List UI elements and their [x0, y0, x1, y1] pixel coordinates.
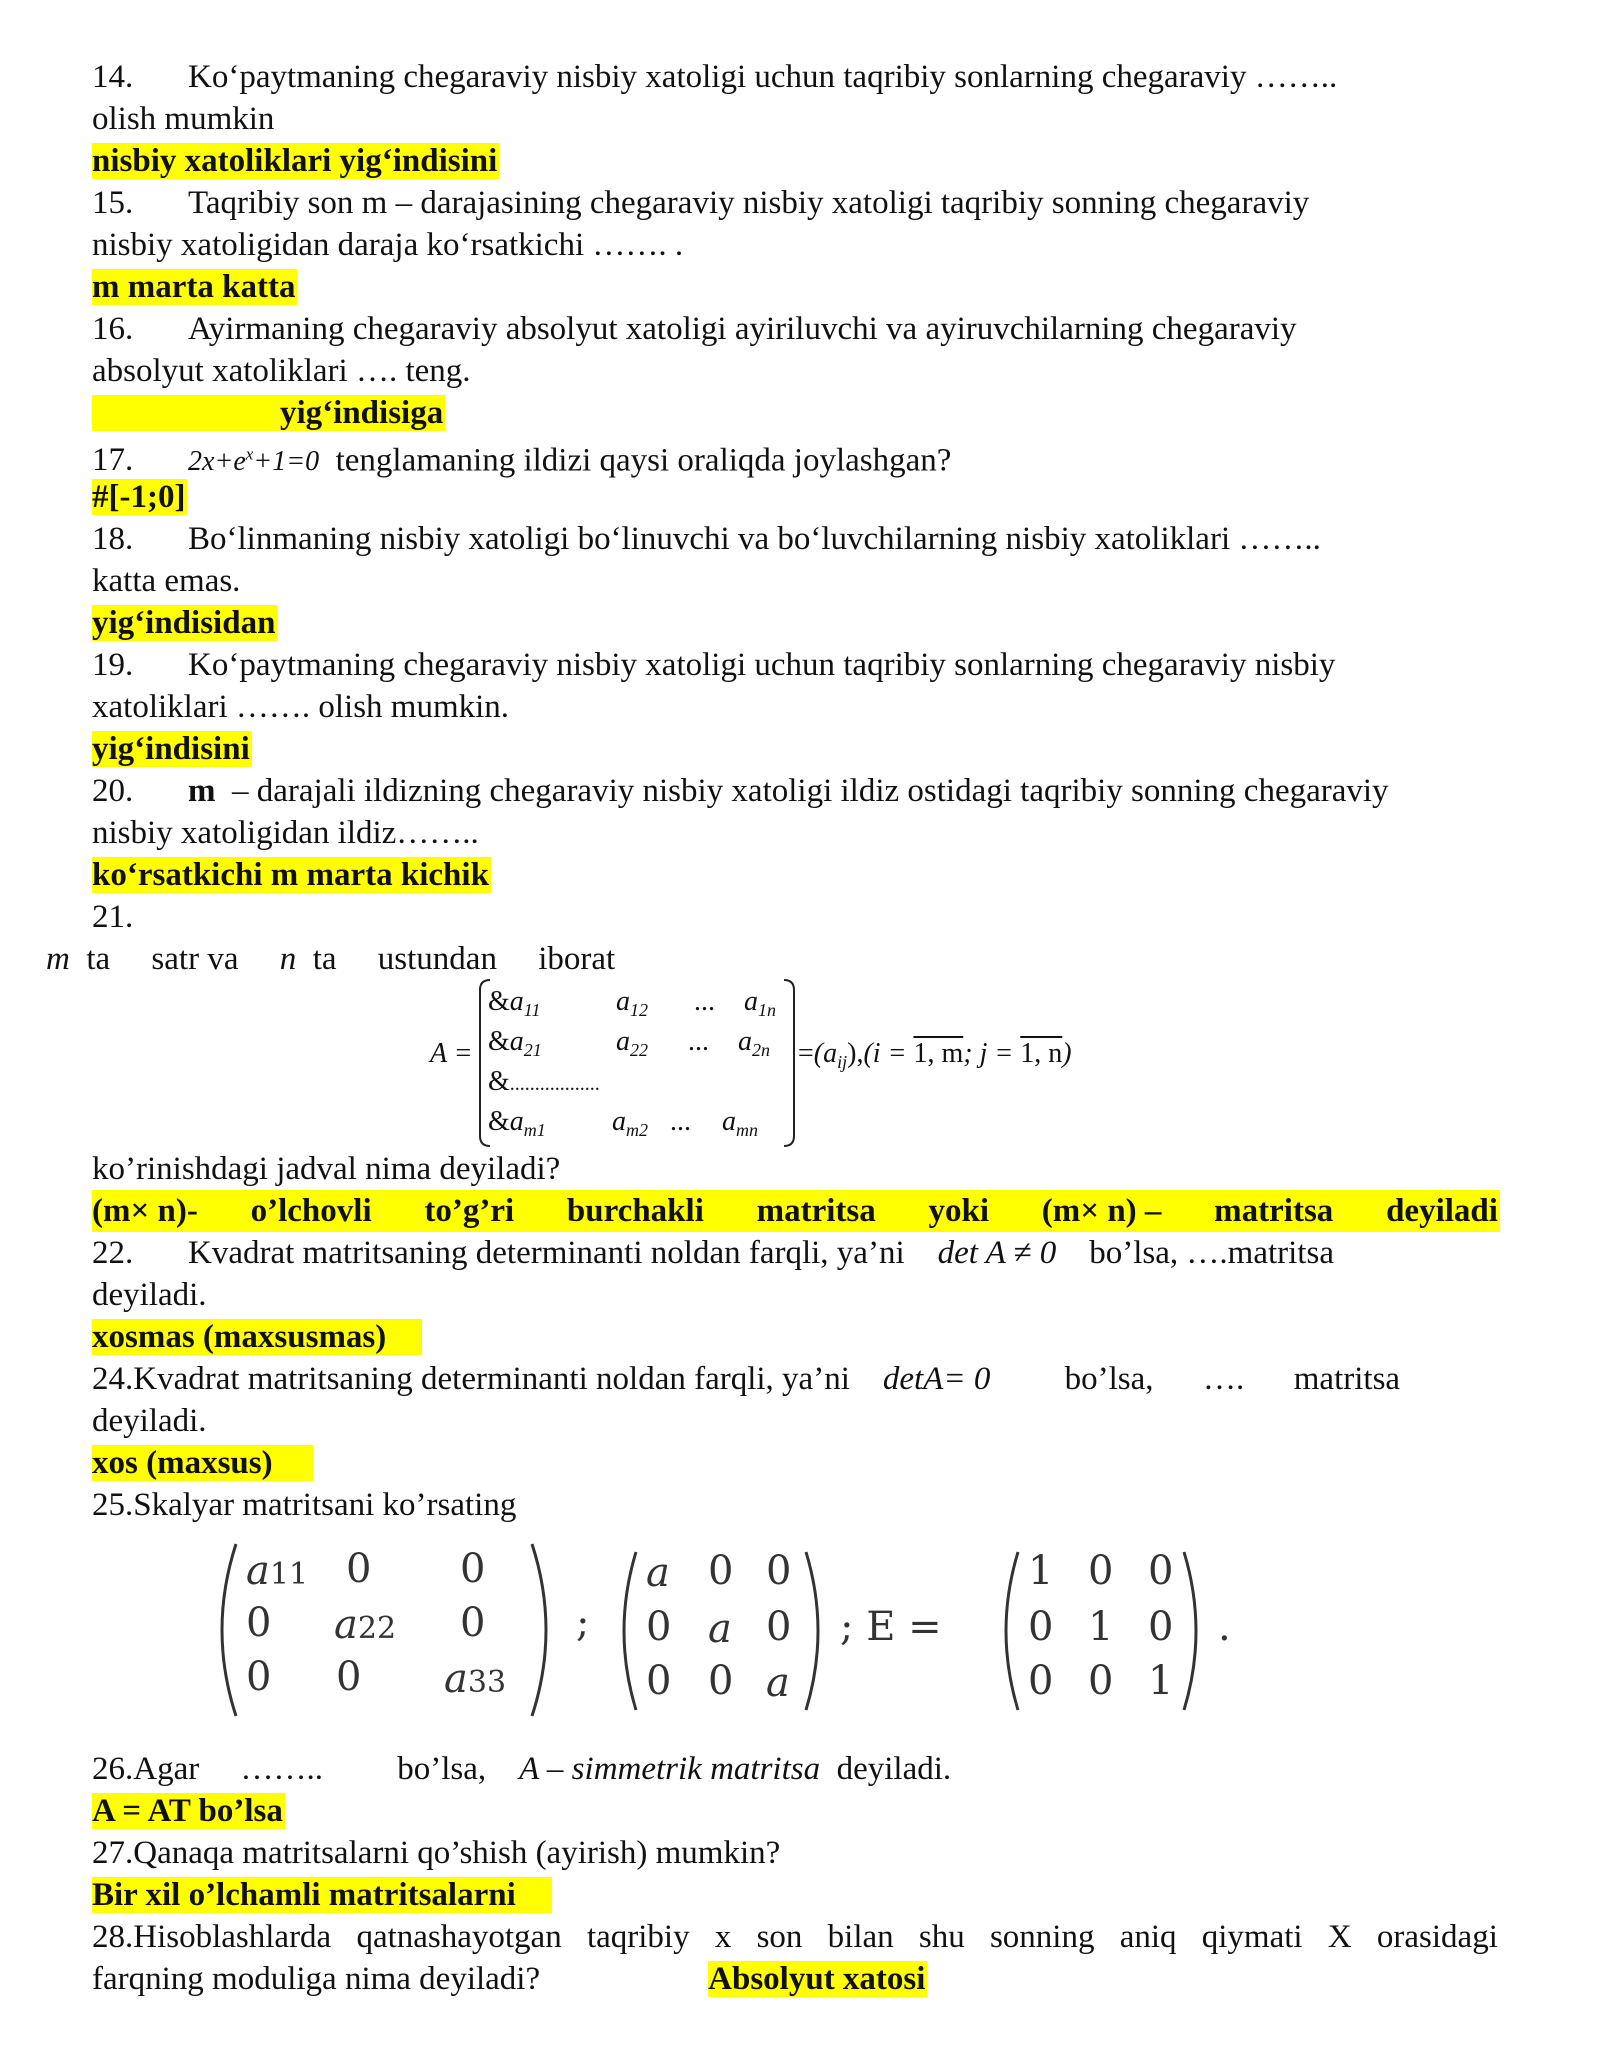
matrix-row-1: $\&a_{11}$	[488, 986, 541, 1020]
m2-right-paren	[800, 1548, 834, 1714]
q22-text: Kvadrat matritsaning determinanti noldan farqli, ya’ni	[188, 1235, 905, 1271]
q28-line1: 28.Hisoblashlarda qatnashayotgan taqribiy x son bilan shu sonning aniq qiymati X orasidagi	[92, 1919, 1498, 1955]
q19-text: Ko‘paytmaning chegaraviy nisbiy xatoligi uchun taqribiy sonlarning chegaraviy nisbiy	[188, 647, 1336, 683]
m2-cell-12: 0	[708, 1548, 734, 1594]
m1-right-paren	[524, 1540, 564, 1720]
m3-cell-23: 0	[1148, 1604, 1174, 1650]
q26-answer-line	[92, 1790, 285, 1832]
q20-line1	[92, 770, 1389, 812]
m2-cell-23: 0	[766, 1604, 792, 1650]
m2-cell-13: 0	[766, 1548, 792, 1594]
q26-line1: 26.Agar …….. bo’lsa, A – simmetrik matritsa deyiladi.	[92, 1751, 952, 1787]
matrix-cell: $a_{2n}$	[738, 1026, 770, 1060]
m2-cell-11: a	[646, 1550, 670, 1596]
m2-left-paren	[608, 1548, 642, 1714]
m3-cell-21: 0	[1028, 1604, 1054, 1650]
m1-cell-13: 0	[460, 1546, 486, 1592]
q18-line2: katta emas.	[92, 563, 241, 599]
m2-cell-32: 0	[708, 1658, 734, 1704]
matrix-right-bracket	[780, 978, 800, 1148]
matrix-cell: $a_{12}$	[616, 986, 648, 1020]
q14-line2: olish mumkin	[92, 101, 275, 137]
q24-line1: 24.Kvadrat matritsaning determinanti noldan farqli, ya’ni detA= 0 bo’lsa, …. matritsa	[92, 1361, 1401, 1397]
matrix-cell: $a_{m2}$	[612, 1106, 648, 1140]
m2-cell-31: 0	[646, 1658, 672, 1704]
m1-cell-31: 0	[246, 1654, 272, 1700]
q19-answer-line	[92, 728, 252, 770]
q28-line2	[92, 1958, 927, 2000]
q20-answer: ko‘rsatkichi m marta kichik	[92, 857, 489, 893]
q22-line1: 22. Kvadrat matritsaning determinanti noldan farqli, ya’ni det A ≠ 0 bo’lsa, ….matritsa	[92, 1232, 1334, 1274]
q17-line1	[92, 434, 951, 483]
q18-line1	[92, 518, 1321, 560]
m3-right-paren	[1178, 1548, 1212, 1714]
matrix-cell: $a_{22}$	[616, 1026, 648, 1060]
q16-text: Ayirmaning chegaraviy absolyut xatoligi ayiriluvchi va ayiruvchilarning chegaraviy	[188, 311, 1297, 347]
q15-number: 15.	[92, 185, 134, 221]
q28-answer: Absolyut xatosi	[708, 1961, 926, 1997]
q27-answer-line	[92, 1874, 552, 1916]
q14-answer: nisbiy xatoliklari yig‘indisini	[92, 143, 498, 179]
q17-text: tenglamaning ildizi qaysi oraliqda joylashgan?	[335, 442, 952, 479]
m3-cell-12: 0	[1088, 1548, 1114, 1594]
sep-semicolon-1: ;	[576, 1600, 590, 1646]
q19-line2: xatoliklari ……. olish mumkin.	[92, 689, 510, 725]
q26-formula: A – simmetrik matritsa	[519, 1751, 821, 1787]
q22-answer-line	[92, 1316, 422, 1358]
m3-cell-13: 0	[1148, 1548, 1174, 1594]
q17-answer: #[-1;0]	[92, 479, 186, 515]
q26-text: 26.Agar	[92, 1751, 200, 1787]
q22-line2: deyiladi.	[92, 1277, 207, 1313]
matrix-dots: ...	[688, 1026, 709, 1057]
m1-cell-33: a33	[444, 1656, 507, 1702]
q15-answer: m marta katta	[92, 269, 296, 305]
q16-line2: absolyut xatoliklari …. teng.	[92, 353, 471, 389]
q27-answer: Bir xil o’lchamli matritsalarni	[92, 1877, 552, 1913]
q24-answer-line	[92, 1442, 313, 1484]
end-period: .	[1218, 1604, 1231, 1650]
sep-e-equals: ; E =	[840, 1604, 942, 1650]
m3-cell-22: 1	[1088, 1604, 1114, 1650]
q24-condition: detA= 0	[882, 1361, 991, 1397]
q15-line1	[92, 182, 1309, 224]
q17-equation: $2x+e^x+1=0$	[188, 445, 320, 478]
q20-text: – darajali ildizning chegaraviy nisbiy xatoligi ildiz ostidagi taqribiy sonning chegaraviy	[232, 773, 1389, 809]
m1-left-paren	[204, 1540, 244, 1720]
q16-answer: yig‘indisiga	[92, 395, 445, 431]
m3-cell-33: 1	[1148, 1658, 1174, 1704]
q17-number: 17.	[92, 442, 134, 479]
q21-answer: (m× n)- o’lchovli to’g’ri burchakli matritsa yoki (m× n) – matritsa deyiladi	[92, 1190, 1500, 1232]
matrix-cell: $a_{mn}$	[722, 1106, 758, 1140]
q19-answer: yig‘indisini	[92, 731, 250, 767]
q20-line2: nisbiy xatoligidan ildiz……..	[92, 815, 479, 851]
matrix-dots: ...	[670, 1106, 691, 1137]
m2-cell-33: a	[766, 1660, 790, 1706]
m1-cell-22: a22	[334, 1602, 397, 1648]
q21-number: 21.	[92, 899, 134, 935]
q24-line2: deyiladi.	[92, 1403, 207, 1439]
m3-cell-31: 0	[1028, 1658, 1054, 1704]
m2-cell-22: a	[708, 1606, 732, 1652]
m1-cell-21: 0	[246, 1600, 272, 1646]
q14-text: Ko‘paytmaning chegaraviy nisbiy xatoligi uchun taqribiy sonlarning chegaraviy ……..	[188, 59, 1338, 95]
q15-line2: nisbiy xatoligidan daraja ko‘rsatkichi ……. .	[92, 227, 684, 263]
q25-text: 25.Skalyar matritsani ko’rsating	[92, 1487, 517, 1523]
matrix-cell: $a_{1n}$	[744, 986, 776, 1020]
q21-answer-line	[92, 1190, 1498, 1232]
q14-number: 14.	[92, 59, 134, 95]
matrix-row-2: $\&a_{21}$	[488, 1026, 542, 1060]
q16-answer-line	[92, 392, 445, 434]
q18-answer-line	[92, 602, 277, 644]
m3-left-paren	[990, 1548, 1024, 1714]
q19-line1	[92, 644, 1335, 686]
q22-answer: xosmas (maxsusmas)	[92, 1319, 422, 1355]
q24-text: 24.Kvadrat matritsaning determinanti noldan farqli, ya’ni	[92, 1361, 850, 1397]
q16-line1	[92, 308, 1297, 350]
m1-cell-23: 0	[460, 1600, 486, 1646]
q21-line1: m ta satr va n ta ustundan iborat	[46, 941, 616, 977]
q16-number: 16.	[92, 311, 134, 347]
matrix-row-4: $\&a_{m1}$	[488, 1106, 546, 1140]
m3-cell-32: 0	[1088, 1658, 1114, 1704]
q22-condition: det A ≠ 0	[937, 1235, 1057, 1271]
m2-cell-21: 0	[646, 1604, 672, 1650]
q18-answer: yig‘indisidan	[92, 605, 276, 641]
q21-text: ko’rinishdagi jadval nima deyiladi?	[92, 1151, 561, 1187]
m1-cell-11: a11	[246, 1548, 309, 1594]
m1-cell-32: 0	[336, 1654, 362, 1700]
q26-answer: A = AT bo’lsa	[92, 1793, 283, 1829]
m1-cell-12: 0	[346, 1546, 372, 1592]
q14-answer-line	[92, 140, 499, 182]
matrix-rhs: $=(a_{ij}),(i = 1$, m; j = 1, n)	[798, 1038, 1072, 1072]
q17-answer-line	[92, 476, 187, 518]
q19-number: 19.	[92, 647, 134, 683]
q28-text: farqning moduliga nima deyiladi?	[92, 1961, 541, 1997]
q18-text: Bo‘linmaning nisbiy xatoligi bo‘linuvchi va bo‘luvchilarning nisbiy xatoliklari ……..	[188, 521, 1321, 557]
m3-cell-11: 1	[1028, 1548, 1054, 1594]
q14-line1	[92, 56, 1337, 98]
q20-answer-line	[92, 854, 491, 896]
matrix-dots: ...	[694, 986, 715, 1017]
q24-answer: xos (maxsus)	[92, 1445, 313, 1481]
q20-number: 20.	[92, 773, 134, 809]
q15-answer-line	[92, 266, 297, 308]
matrix-lhs: A =	[430, 1038, 473, 1069]
q22-number: 22.	[92, 1235, 134, 1271]
q27-text: 27.Qanaqa matritsalarni qo’shish (ayirish) mumkin?	[92, 1835, 781, 1871]
matrix-row-3: &..................	[488, 1066, 600, 1097]
q20-m: m	[188, 773, 216, 809]
q18-number: 18.	[92, 521, 134, 557]
q15-text: Taqribiy son m – darajasining chegaraviy nisbiy xatoligi taqribiy sonning chegaraviy	[188, 185, 1310, 221]
